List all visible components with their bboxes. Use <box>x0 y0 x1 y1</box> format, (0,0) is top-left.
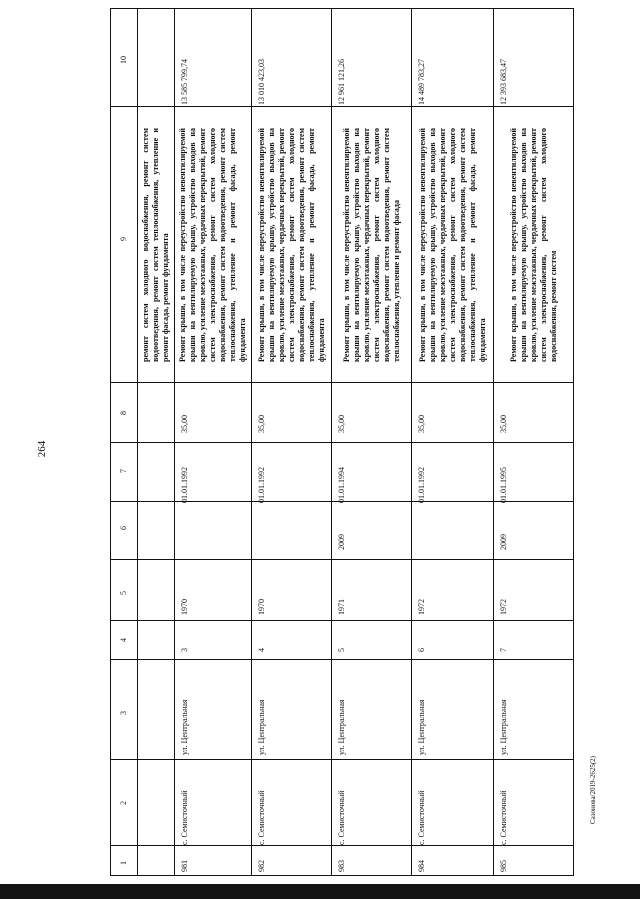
header-cell-1: 1 <box>119 861 128 865</box>
date: 01.01.1992 <box>257 467 266 503</box>
work-description: Ремонт крыши, в том числе переустройство невентилируемой крыши на вентилируемую крышу, устройство выходов на кровлю, усиление межэтажных, чердачных перекрытий, ремонт систем электроснабжения, ремонт систем холодного водоснабжения, ремонт систем водоотведения, ремонт систем теплоснабжения, утепление и ремонт фасада, ремонт фундамента <box>178 128 247 362</box>
year-built: 1972 <box>499 599 508 615</box>
page-number: 264 <box>36 440 48 458</box>
header-cell-10: 10 <box>119 56 128 64</box>
year-renovated: 2009 <box>337 534 346 550</box>
date: 01.01.1995 <box>499 467 508 503</box>
header-cell-8: 8 <box>119 411 128 415</box>
cost: 14 489 783,27 <box>417 59 426 105</box>
row-number: 984 <box>417 860 426 872</box>
field-divider <box>111 845 573 846</box>
year-built: 1972 <box>417 599 426 615</box>
field-divider <box>111 620 573 621</box>
cost: 13 010 423,03 <box>257 59 266 105</box>
year-built: 1970 <box>180 599 189 615</box>
header-cell-9: 9 <box>119 237 128 241</box>
date: 01.01.1992 <box>180 467 189 503</box>
house-number: 4 <box>257 648 266 652</box>
scan-bottom-edge <box>0 884 640 899</box>
settlement: с. Семисточный <box>499 790 508 845</box>
share: 35,00 <box>180 415 189 433</box>
work-description: Ремонт крыши, в том числе переустройство невентилируемой крыши на вентилируемую крышу, устройство выходов на кровлю, усиление межэтажных, чердачных перекрытий, ремонт систем электроснабжения, ремонт систем холодного водоснабжения, ремонт систем водоотведения, ремонт систем теплоснабжения, утепление и ремонт фасада <box>342 128 401 362</box>
rotated-table <box>110 8 574 876</box>
street: ул. Центральная <box>180 699 189 755</box>
year-built: 1971 <box>337 599 346 615</box>
settlement: с. Семисточный <box>417 790 426 845</box>
year-built: 1970 <box>257 599 266 615</box>
cost: 13 585 799,74 <box>180 59 189 105</box>
header-cell-5: 5 <box>119 591 128 595</box>
cost: 12 393 683,47 <box>499 59 508 105</box>
field-divider <box>111 659 573 660</box>
settlement: с. Семисточный <box>257 790 266 845</box>
street: ул. Центральная <box>417 699 426 755</box>
date: 01.01.1994 <box>337 467 346 503</box>
row-number: 981 <box>180 860 189 872</box>
work-description: Ремонт крыши, в том числе переустройство невентилируемой крыши на вентилируемую крышу, устройство выходов на кровлю, усиление межэтажных, чердачных перекрытий, ремонт систем электроснабжения, ремонт систем холодного водоснабжения, ремонт систем водоотведения, ремонт систем теплоснабжения, утепление и ремонт фасада, ремонт фундамента <box>418 128 487 362</box>
header-cell-6: 6 <box>119 526 128 530</box>
settlement: с. Семисточный <box>180 790 189 845</box>
field-divider <box>111 559 573 560</box>
share: 35,00 <box>257 415 266 433</box>
street: ул. Центральная <box>337 699 346 755</box>
house-number: 5 <box>337 648 346 652</box>
settlement: с. Семисточный <box>337 790 346 845</box>
row-number: 983 <box>337 860 346 872</box>
date: 01.01.1992 <box>417 467 426 503</box>
field-divider <box>111 442 573 443</box>
row-number: 982 <box>257 860 266 872</box>
header-cell-7: 7 <box>119 469 128 473</box>
work-description: Ремонт крыши, в том числе переустройство невентилируемой крыши на вентилируемую крышу, устройство выходов на кровлю, усиление межэтажных, чердачных перекрытий, ремонт систем электроснабжения, ремонт систем холодного водоснабжения, ремонт систем водоотведения, ремонт систем теплоснабжения, утепление и ремонт фасада, ремонт фундамента <box>257 128 326 362</box>
share: 35,00 <box>417 415 426 433</box>
document-code: Сазонова/2019-2625(2) <box>589 756 597 825</box>
share: 35,00 <box>499 415 508 433</box>
header-cell-3: 3 <box>119 711 128 715</box>
house-number: 7 <box>499 648 508 652</box>
street: ул. Центральная <box>257 699 266 755</box>
work-description: Ремонт крыши, в том числе переустройство невентилируемой крыши на вентилируемую крышу, устройство выходов на кровлю, усиление межэтажных, чердачных перекрытий, ремонт систем электроснабжения, ремонт систем холодного водоснабжения, ремонт систем <box>509 128 558 362</box>
cost: 12 961 121,26 <box>337 59 346 105</box>
field-divider <box>111 501 573 502</box>
continuation-description: ремонт систем холодного водоснабжения, ремонт систем водоотведения, ремонт систем теплоснабжения, утепление и ремонт фасада, ремонт фундамента <box>141 128 170 362</box>
street: ул. Центральная <box>499 699 508 755</box>
share: 35,00 <box>337 415 346 433</box>
house-number: 6 <box>417 648 426 652</box>
field-divider <box>111 106 573 107</box>
year-renovated: 2009 <box>499 534 508 550</box>
house-number: 3 <box>180 648 189 652</box>
header-cell-4: 4 <box>119 638 128 642</box>
header-cell-2: 2 <box>119 801 128 805</box>
field-divider <box>111 759 573 760</box>
row-number: 985 <box>499 860 508 872</box>
field-divider <box>111 382 573 383</box>
